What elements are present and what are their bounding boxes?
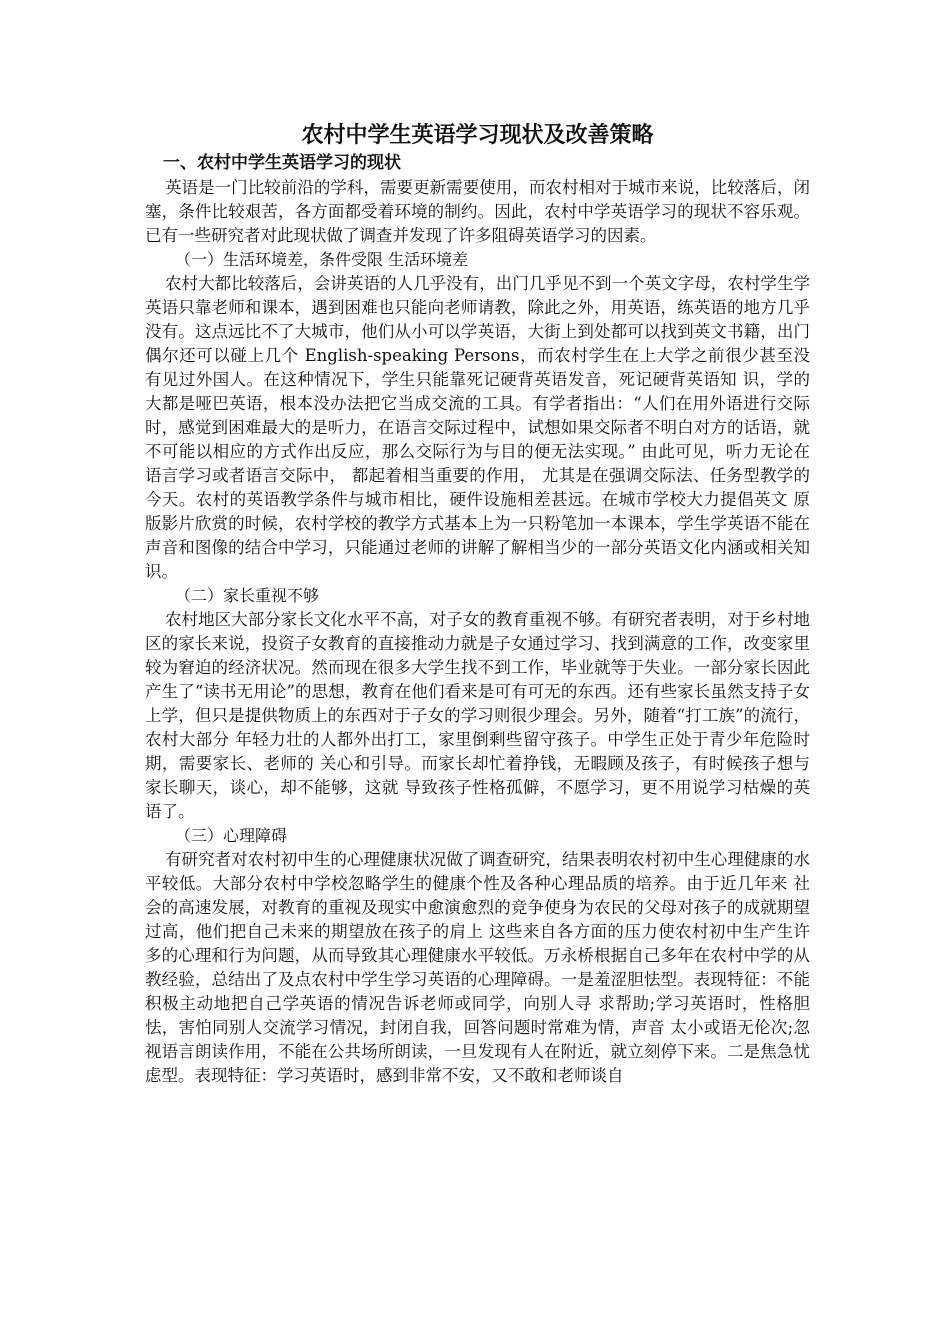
subsection-paragraph-1: 农村大都比较落后，会讲英语的人几乎没有，出门几乎见不到一个英文字母，农村学生学英语只靠老师和课本，遇到困难也只能向老师请教，除此之外，用英语，练英语的地方几乎没有。这点远比不了大城市，他们从小可以学英语，大街上到处都可以找到英文书籍，出门偶尔还可以碰上几个 English-speaking Persons，而农村学生在上大学之前很少甚至没有见过外国人。在这种情况下，学生只能靠死记硬背英语发音，死记硬背英语知 识，学的大都是哑巴英语，根本没办法把它当成交流的工具。有学者指出：“人们在用外语进行交际时，感觉到困难最大的是听力，在语言交际过程中，试想如果交际者不明白对方的话语，就 不可能以相应的方式作出反应，那么交际行为与目的便无法实现。” 由此可见，听力无论在语言学习或者语言交际中， 都起着相当重要的作用， 尤其是在强调交际法、任务型教学的今天。农村的英语教学条件与城市相比，硬件设施相差甚远。在城市学校大力提倡英文 原版影片欣赏的时候，农村学校的教学方式基本上为一只粉笔加一本课本，学生学英语不能在声音和图像的结合中学习，只能通过老师的讲解了解相当少的一部分英语文化内涵或相关知识。 — [145, 274, 810, 581]
subsection-title-1: （一）生活环境差，条件受限 生活环境差 — [175, 250, 469, 269]
subsection-title-3: （三）心理障碍 — [175, 826, 288, 845]
subsection-paragraph-2: 农村地区大部分家长文化水平不高，对子女的教育重视不够。有研究者表明，对于乡村地区的家长来说，投资子女教育的直接推动力就是子女通过学习、找到满意的工作，改变家里较为窘迫的经济状况。然而现在很多大学生找不到工作，毕业就等于失业。一部分家长因此 产生了“读书无用论”的思想，教育在他们看来是可有可无的东西。还有些家长虽然支持子女上学，但只是提供物质上的东西对于子女的学习则很少理会。另外，随着“打工族”的流行，农村大部分 年轻力壮的人都外出打工，家里倒剩些留守孩子。中学生正处于青少年危险时期，需要家长、老师的 关心和引导。而家长却忙着挣钱，无暇顾及孩子，有时候孩子想与家长聊天，谈心，却不能够，这就 导致孩子性格孤僻，不愿学习，更不用说学习枯燥的英语了。 — [145, 610, 810, 821]
section-heading-1: 一、农村中学生英语学习的现状 — [163, 153, 401, 173]
document-page — [145, 118, 810, 1088]
document-title: 农村中学生英语学习现状及改善策略 — [301, 122, 654, 148]
intro-paragraph: 英语是一门比较前沿的学科，需要更新需要使用，而农村相对于城市来说，比较落后，闭塞，条件比较艰苦，各方面都受着环境的制约。因此，农村中学英语学习的现状不容乐观。已有一些研究者对此现状做了调查并发现了许多阻碍英语学习的因素。 — [145, 178, 810, 245]
subsection-title-2: （二）家长重视不够 — [175, 586, 320, 605]
subsection-paragraph-3: 有研究者对农村初中生的心理健康状况做了调查研究，结果表明农村初中生心理健康的水平较低。大部分农村中学校忽略学生的健康个性及各种心理品质的培养。由于近几年来 社会的高速发展，对教育的重视及现实中愈演愈烈的竞争使身为农民的父母对孩子的成就期望过高，他们把自己未来的期望放在孩子的肩上 这些来自各方面的压力使农村初中生产生许多的心理和行为问题，从而导致其心理健康水平较低。万永桥根据自己多年在农村中学的从教经验，总结出了及点农村中学生学习英语的心理障碍。一是羞涩胆怯型。表现特征：不能积极主动地把自己学英语的情况告诉老师或同学，向别人寻 求帮助;学习英语时，性格胆怯，害怕同别人交流学习情况，封闭自我，回答问题时常难为情，声音 太小或语无伦次;忽视语言朗读作用，不能在公共场所朗读，一旦发现有人在附近，就立刻停下来。二是焦急忧虑型。表现特征：学习英语时，感到非常不安，又不敢和老师谈自 — [145, 850, 810, 1085]
